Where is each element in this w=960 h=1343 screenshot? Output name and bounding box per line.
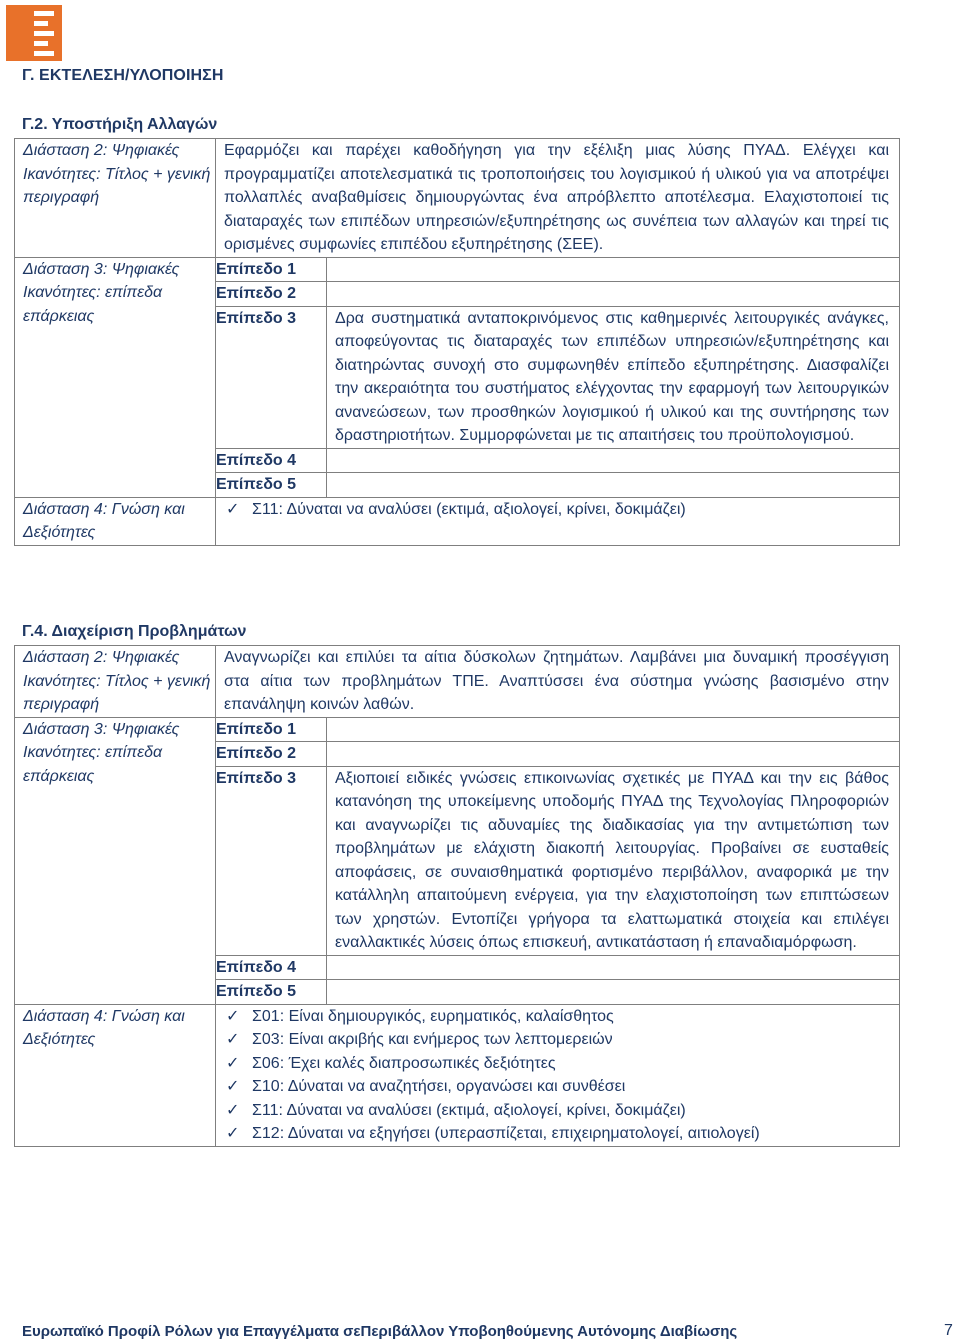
checkmark-icon: ✓ [226,1054,240,1072]
skill-item [226,1028,899,1052]
level-row [216,473,899,497]
section-title: Γ. ΕΚΤΕΛΕΣΗ/ΥΛΟΠΟΙΗΣΗ [22,67,224,84]
level-text: Αξιοποιεί ειδικές γνώσεις επικοινωνίας σχετικές με ΠΥΑΔ και την εις βάθος κατανόηση της υποκείμενης υποδομής ΠΥΑΔ της Τεχνολογίας Πληροφοριών και αναγνωρίζει τις αδυναμίες της διαδικασίας για την αντιμετώπιση των προβλημάτων με ελάχιστη διακοπή λειτουργίας. Προβαίνει σε ευσταθείς αποφάσεις, σε συναισθηματικά φορτισμένο περιβάλλον, αναφορικά με την κατάλληλη απαιτούμενη ενέργεια, για την ελαχιστοποίηση των επιπτώσεων των χρηστών. Εντοπίζει γρήγορα τα ελαττωματικά στοιχεία και επιλέγει εναλλακτικές λύσεις όπως επισκευή, αντικατάσταση ή επαναδιαμόρφωση. [335,769,889,951]
level-label: Επίπεδο 3 [216,306,327,448]
level-label: Επίπεδο 5 [216,473,327,497]
dimension-3-row [15,717,900,1004]
level-label: Επίπεδο 5 [216,980,327,1004]
skill-item [226,1052,899,1076]
dimension-3-label: Διάσταση 3: Ψηφιακές Ικανότητες: επίπεδα επάρκειας [15,257,216,497]
level-row [216,718,899,742]
dimension-2-row [15,139,900,258]
page-number: 7 [944,1322,953,1339]
page-footer: Ευρωπαϊκό Προφίλ Ρόλων για Επαγγέλματα σεΠεριβάλλον Υποβοηθούμενης Αυτόνομης Διαβίωσης [22,1323,738,1340]
level-text [327,473,899,496]
level-label: Επίπεδο 1 [216,258,327,282]
level-row [216,766,899,955]
skill-text: Σ11: Δύναται να αναλύσει (εκτιμά, αξιολογεί, κρίνει, δοκιμάζει) [252,1101,686,1119]
level-text [327,718,899,741]
level-text [327,742,899,765]
dimension-2-label: Διάσταση 2: Ψηφιακές Ικανότητες: Τίτλος + γενική περιγραφή [15,139,216,258]
level-text [327,449,899,472]
level-row [216,258,899,282]
skill-text: Σ01: Είναι δημιουργικός, ευρηματικός, καλαίσθητος [252,1007,614,1025]
skill-text: Σ06: Έχει καλές διαπροσωπικές δεξιότητες [252,1054,556,1072]
level-label: Επίπεδο 4 [216,955,327,980]
level-label: Επίπεδο 4 [216,448,327,473]
logo [6,5,62,61]
level-text: Δρα συστηματικά ανταποκρινόμενος στις καθημερινές λειτουργικές ανάγκες, αποφεύγοντας τις διαταραχές των επιπέδων υπηρεσιών/εξυπηρέτησης και διατηρώντας συνοχή στο συμφωνηθέν επίπεδο εξυπηρέτησης. Διασφαλίζει την ακεραιότητα του συστήματος ελέγχοντας την εφαρμογή των λειτουργικών ανανεώσεων, των προσθηκών λογισμικού ή υλικού και της συντήρησης των δραστηριοτήτων. Συμμορφώνεται με τις απαιτήσεις του προϋπολογισμού. [335,309,889,444]
dimension-4-row [15,497,900,545]
logo-mark-icon [6,5,62,61]
skill-item [226,498,899,522]
checkmark-icon: ✓ [226,500,240,518]
level-text [327,980,899,1003]
skills-list [216,1005,899,1146]
level-row [216,306,899,448]
proficiency-levels-table [216,258,899,497]
skill-item [226,1005,899,1029]
competence-table-g4 [14,645,900,1147]
level-label: Επίπεδο 2 [216,742,327,767]
subsection-title-g4: Γ.4. Διαχείριση Προβλημάτων [22,623,247,640]
dimension-3-row [15,257,900,497]
level-row [216,955,899,980]
checkmark-icon: ✓ [226,1078,240,1095]
skill-text: Σ10: Δύναται να αναζητήσει, οργανώσει και συνθέσει [252,1078,626,1095]
level-text [327,956,899,979]
competence-table-g2 [14,138,900,546]
level-row [216,282,899,307]
competence-description: Αναγνωρίζει και επιλύει τα αίτια δύσκολων ζητημάτων. Λαμβάνει μια δυναμική προσέγγιση στα αίτια των προβλημάτων ΤΠΕ. Αναπτύσσει ένα σύστημα γνώσης βασισμένο στην επανάληψη κοινών λαθών. [224,649,889,713]
level-label: Επίπεδο 2 [216,282,327,307]
subsection-title-g2: Γ.2. Υποστήριξη Αλλαγών [22,116,218,133]
dimension-4-label: Διάσταση 4: Γνώση και Δεξιότητες [15,1004,216,1146]
dimension-3-label: Διάσταση 3: Ψηφιακές Ικανότητες: επίπεδα επάρκειας [15,717,216,1004]
level-row [216,742,899,767]
dimension-2-row [15,646,900,718]
level-row [216,448,899,473]
level-label: Επίπεδο 3 [216,766,327,955]
proficiency-levels-table [216,718,899,1004]
dimension-2-label: Διάσταση 2: Ψηφιακές Ικανότητες: Τίτλος + γενική περιγραφή [15,646,216,718]
skill-text: Σ12: Δύναται να εξηγήσει (υπερασπίζεται, επιχειρηματολογεί, αιτιολογεί) [252,1125,760,1142]
competence-description: Εφαρμόζει και παρέχει καθοδήγηση για την εξέλιξη μιας λύσης ΠΥΑΔ. Ελέγχει και προγραμματίζει αποτελεσματικά τις τροποποιήσεις του λογισμικού ή υλικού για να αποτρέψει πολλαπλές αναβαθμίσεις δημιουργώντας ένα απρόβλεπτο αποτέλεσμα. Ελαχιστοποιεί τις διαταραχές των επιπέδων υπηρεσιών/εξυπηρέτησης ως συνέπεια των αλλαγών και τηρεί τις ορισμένες συμφωνίες επιπέδου εξυπηρέτησης (ΣΕΕ). [224,142,889,253]
skill-text: Σ11: Δύναται να αναλύσει (εκτιμά, αξιολογεί, κρίνει, δοκιμάζει) [252,500,686,518]
checkmark-icon: ✓ [226,1007,240,1025]
level-text [327,282,899,305]
skill-text: Σ03: Είναι ακριβής και ενήμερος των λεπτομερειών [252,1031,613,1048]
checkmark-icon: ✓ [226,1125,240,1142]
dimension-4-row [15,1004,900,1146]
skills-list [216,498,899,522]
level-text [327,258,899,281]
level-row [216,980,899,1004]
dimension-4-label: Διάσταση 4: Γνώση και Δεξιότητες [15,497,216,545]
skill-item [226,1122,899,1146]
skill-item [226,1099,899,1123]
checkmark-icon: ✓ [226,1101,240,1119]
checkmark-icon: ✓ [226,1031,240,1048]
skill-item [226,1075,899,1099]
level-label: Επίπεδο 1 [216,718,327,742]
